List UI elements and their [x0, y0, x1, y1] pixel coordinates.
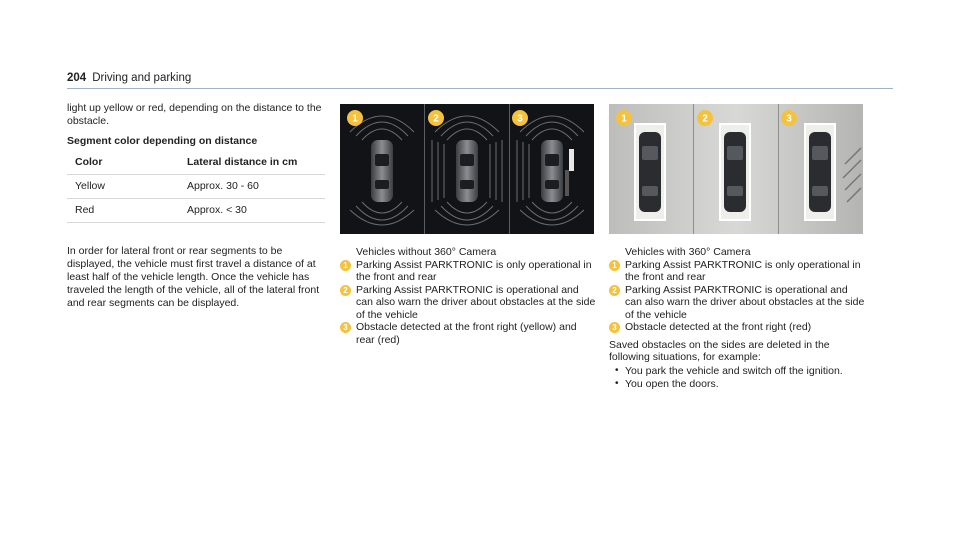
caption-title: Vehicles with 360° Camera — [625, 246, 751, 258]
marker-badge: 1 — [340, 260, 351, 271]
svg-text:2: 2 — [702, 113, 708, 125]
table-header-row — [67, 156, 325, 175]
table-cell: Approx. < 30 — [179, 199, 325, 223]
table-row — [67, 199, 325, 223]
caption-item — [340, 321, 598, 346]
table-header-color: Color — [67, 156, 179, 175]
caption-title: Vehicles without 360° Camera — [356, 246, 497, 258]
svg-text:1: 1 — [621, 113, 627, 125]
table-cell: Yellow — [67, 175, 179, 199]
bullet-icon: • — [615, 364, 619, 376]
svg-text:3: 3 — [786, 113, 792, 125]
caption-item-text: Obstacle detected at the front right (yellow) and rear (red) — [356, 321, 577, 346]
caption-item — [609, 259, 867, 284]
intro-text: light up yellow or red, depending on the distance to the obstacle. — [67, 102, 322, 127]
table-row — [67, 175, 325, 199]
marker-badge: 3 — [609, 322, 620, 333]
table-header-distance: Lateral distance in cm — [179, 156, 325, 175]
saved-obstacles-text: Saved obstacles on the sides are deleted in the following situations, for example: — [609, 338, 830, 363]
svg-text:3: 3 — [517, 113, 523, 125]
svg-text:2: 2 — [433, 113, 439, 125]
caption-item-text: Parking Assist PARKTRONIC is only operational in the front and rear — [356, 258, 592, 283]
list-item — [609, 378, 867, 391]
list-item-text: You open the doors. — [625, 378, 719, 390]
list-item — [609, 365, 867, 378]
parktronic-display-image — [340, 104, 594, 234]
header-rule — [67, 88, 893, 89]
caption-without-camera — [340, 246, 598, 346]
caption-item-text: Parking Assist PARKTRONIC is only operational in the front and rear — [625, 258, 861, 283]
table-cell: Approx. 30 - 60 — [179, 175, 325, 199]
marker-badge: 2 — [340, 285, 351, 296]
bullet-icon: • — [615, 378, 619, 389]
page-header — [67, 72, 191, 84]
table-cell: Red — [67, 199, 179, 223]
caption-item — [609, 321, 867, 334]
svg-text:1: 1 — [352, 113, 358, 125]
marker-badge: 1 — [609, 260, 620, 271]
caption-item — [340, 284, 598, 322]
parktronic-illustration — [340, 104, 594, 234]
left-column — [67, 102, 325, 310]
section-title: Driving and parking — [92, 72, 192, 84]
page-number: 204 — [67, 72, 87, 84]
marker-badge: 3 — [340, 322, 351, 333]
list-item-text: You park the vehicle and switch off the ignition. — [625, 364, 843, 377]
camera-display-image — [609, 104, 863, 234]
caption-with-camera — [609, 246, 867, 391]
camera-illustration — [609, 104, 863, 234]
caption-item-text: Obstacle detected at the front right (red) — [625, 321, 812, 333]
segments-paragraph: In order for lateral front or rear segments to be displayed, the vehicle must first travel a distance of at least half of the vehicle length. Once the vehicle has traveled the length of the vehicle, all of the lateral front and rear segments can be displayed. — [67, 245, 320, 309]
table-title: Segment color depending on distance — [67, 135, 258, 147]
marker-badge: 2 — [609, 285, 620, 296]
caption-item-text: Parking Assist PARKTRONIC is operational and can also warn the driver about obstacles at the side of the vehicle — [356, 283, 596, 321]
distance-table — [67, 156, 325, 223]
caption-item-text: Parking Assist PARKTRONIC is operational and can also warn the driver about obstacles at the side of the vehicle — [625, 283, 865, 321]
caption-item — [340, 259, 598, 284]
caption-item — [609, 284, 867, 322]
